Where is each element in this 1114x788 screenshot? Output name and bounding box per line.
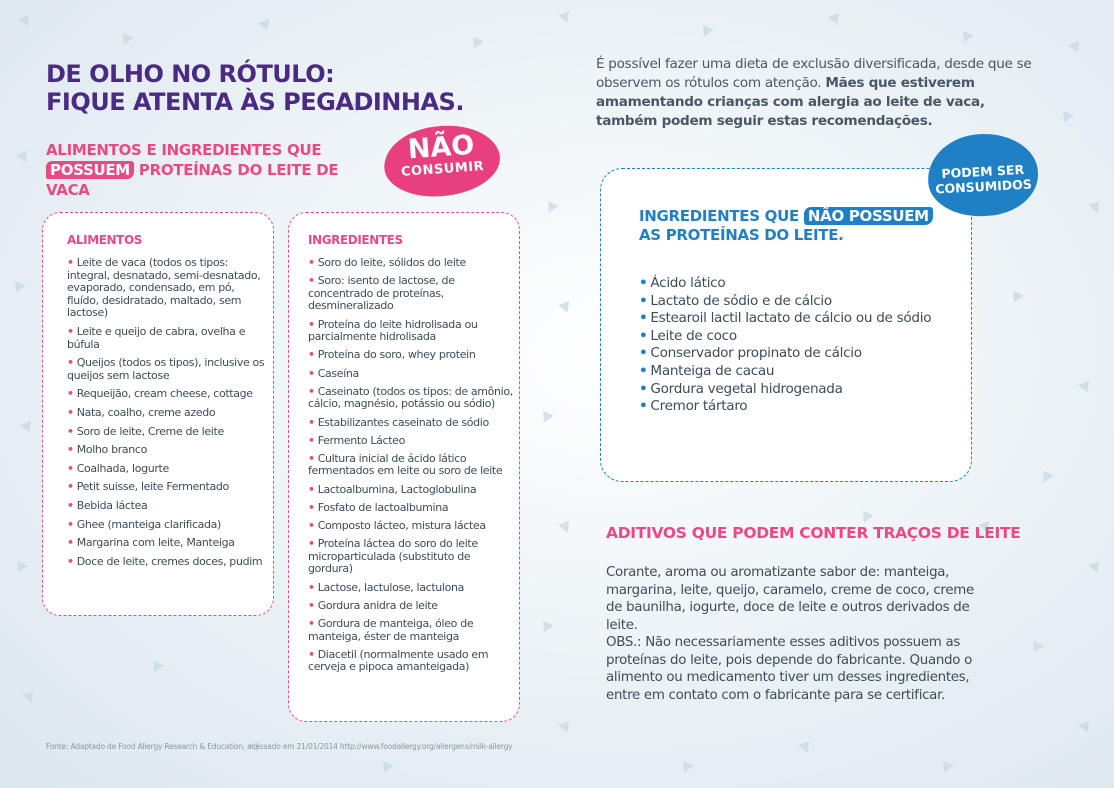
intro-paragraph [596, 55, 1036, 131]
aditivos-title: ADITIVOS QUE PODEM CONTER TRAÇOS DE LEITE [606, 524, 1021, 542]
list-item [308, 368, 514, 381]
list-item [308, 257, 514, 270]
list-item-text: Gordura vegetal hidrogenada [650, 380, 843, 397]
list-item [308, 649, 514, 674]
ingredientes-heading: INGREDIENTES [308, 233, 403, 247]
badge-consumir-text: CONSUMIR [400, 159, 485, 180]
bullet-icon: • [639, 292, 648, 309]
list-item [639, 345, 939, 363]
list-item [308, 484, 514, 497]
badge-pode-line-1: PODEM SER [941, 161, 1025, 182]
list-item [308, 520, 514, 533]
list-item-text: Queijos (todos os tipos), inclusive os queijos sem lactose [67, 356, 265, 382]
aditivos-paragraph: Corante, aroma ou aromatizante sabor de: manteiga, margarina, leite, queijo, caramelo, creme de coco, creme de baunilha, iogurte, doce de leite e outros derivados de leite. [606, 565, 974, 634]
bullet-icon: • [67, 424, 74, 438]
list-item-text: Cultura inicial de ácido lático fermentados em leite ou soro de leite [308, 451, 503, 478]
list-item [639, 381, 939, 399]
list-item-text: Doce de leite, cremes doces, pudim [76, 554, 263, 568]
list-item [67, 481, 267, 494]
list-item [67, 426, 267, 439]
badge-nao-text: NÃO [406, 129, 476, 166]
list-item-text: Caseinato (todos os tipos: de amônio, cálcio, magnésio, potássio ou sódio) [308, 384, 513, 411]
list-item [639, 328, 939, 346]
list-item [308, 319, 514, 344]
list-item-text: Ácido lático [650, 275, 726, 291]
safe-title-highlight: NÃO POSSUEM [804, 207, 933, 225]
list-item-text: Lactato de sódio e de cálcio [650, 292, 832, 309]
bullet-icon: • [308, 348, 315, 362]
bullet-icon: • [308, 317, 315, 331]
bullet-icon: • [67, 536, 74, 550]
bullet-icon: • [639, 398, 648, 415]
list-item-text: Proteína do soro, whey protein [317, 348, 476, 362]
list-item [308, 386, 514, 411]
bullet-icon: • [308, 537, 315, 551]
title-line-1: DE OLHO NO RÓTULO: [46, 60, 335, 88]
nao-consumir-badge [382, 122, 503, 200]
safe-title-part-2: AS PROTEÍNAS DO LEITE. [639, 226, 844, 244]
list-item [67, 444, 267, 457]
list-item-text: Estearoil lactil lactato de cálcio ou de sódio [650, 310, 932, 327]
safe-ingredients-box [600, 168, 972, 482]
alimentos-box [42, 212, 274, 616]
section-subtitle [46, 140, 386, 200]
list-item-text: Proteína láctea do soro do leite microparticulada (substituto de gordura) [308, 537, 478, 576]
list-item-text: Estabilizantes caseinato de sódio [317, 415, 489, 429]
subtitle-part-2: PROTEÍNAS DO LEITE DE VACA [46, 161, 339, 199]
bullet-icon: • [67, 405, 74, 419]
list-item [308, 435, 514, 448]
safe-title-part-1: INGREDIENTES QUE [639, 207, 799, 225]
source-footnote: Fonte: Adaptado de Food Allergy Research & Education, acessado em 21/01/2014 http://www.foodallergy.org/allergens/milk-allergy [46, 742, 513, 751]
bullet-icon: • [67, 356, 74, 370]
ingredientes-list [308, 257, 514, 680]
list-item [308, 538, 514, 576]
page-title [46, 60, 464, 116]
subtitle-part-1: ALIMENTOS E INGREDIENTES QUE [46, 141, 322, 159]
bullet-icon: • [308, 451, 315, 465]
list-item [67, 257, 267, 320]
obs-paragraph: OBS.: Não necessariamente esses aditivos possuem as proteínas do leite, pois depende do fabricante. Quando o alimento ou medicamento tiver um desses ingredientes, entre em contato com o fabricante para se certificar. [606, 635, 972, 704]
list-item [67, 326, 267, 351]
bullet-icon: • [639, 345, 648, 362]
list-item-text: Gordura anidra de leite [317, 598, 438, 612]
list-item-text: Molho branco [76, 443, 147, 457]
list-item-text: Cremor tártaro [650, 398, 748, 415]
list-item-text: Margarina com leite, Manteiga [76, 536, 235, 550]
bullet-icon: • [308, 598, 315, 612]
bullet-icon: • [67, 461, 74, 475]
list-item-text: Fermento Lácteo [317, 433, 405, 447]
subtitle-highlight: POSSUEM [46, 161, 134, 179]
list-item [308, 502, 514, 515]
bullet-icon: • [67, 387, 74, 401]
list-item-text: Leite de coco [650, 327, 737, 344]
bullet-icon: • [639, 275, 648, 291]
list-item-text: Coalhada, Iogurte [76, 461, 169, 475]
bullet-icon: • [308, 384, 315, 398]
bullet-icon: • [67, 443, 74, 457]
list-item [67, 357, 267, 382]
bullet-icon: • [67, 554, 74, 568]
list-item-text: Composto lácteo, mistura láctea [317, 519, 486, 533]
bullet-icon: • [308, 519, 315, 533]
list-item-text: Requeijão, cream cheese, cottage [76, 387, 253, 401]
list-item-text: Soro: isento de lactose, de concentrado de proteínas, desmineralizado [308, 274, 455, 313]
alimentos-list [67, 257, 267, 574]
list-item [67, 463, 267, 476]
list-item-text: Caseína [317, 366, 359, 380]
list-item-text: Petit suisse, leite Fermentado [76, 480, 229, 494]
list-item-text: Gordura de manteiga, óleo de manteiga, éster de manteiga [308, 616, 474, 643]
list-item-text: Bebida láctea [76, 498, 148, 512]
list-item [308, 600, 514, 613]
list-item-text: Leite e queijo de cabra, ovelha e búfula [67, 324, 246, 351]
intro-bold-text: Mães que estiverem amamentando crianças com alergia ao leite de vaca, também podem seguir estas recomendações. [596, 75, 985, 129]
list-item [308, 582, 514, 595]
list-item-text: Diacetil (normalmente usado em cerveja e pipoca amanteigada) [308, 647, 489, 674]
bullet-icon: • [639, 362, 648, 379]
list-item-text: Fosfato de lactoalbumina [317, 500, 449, 514]
list-item [67, 388, 267, 401]
list-item-text: Nata, coalho, creme azedo [76, 405, 216, 419]
list-item [67, 407, 267, 420]
list-item-text: Manteiga de cacau [650, 362, 775, 379]
list-item-text: Ghee (manteiga clarificada) [76, 517, 221, 531]
intro-normal-text: É possível fazer uma dieta de exclusão diversificada, desde que se observem os rótulos com atenção. [596, 56, 1032, 91]
list-item-text: Proteína do leite hidrolisada ou parcialmente hidrolisada [308, 317, 478, 344]
list-item [67, 556, 267, 569]
ingredientes-box [288, 212, 520, 722]
list-item [67, 537, 267, 550]
bullet-icon: • [67, 480, 74, 494]
list-item [308, 275, 514, 313]
list-item [639, 293, 939, 311]
alimentos-heading: ALIMENTOS [67, 233, 143, 247]
bullet-icon: • [308, 256, 315, 269]
list-item-text: Soro do leite, sólidos do leite [317, 256, 466, 269]
list-item [639, 275, 939, 293]
safe-ingredients-title [639, 207, 939, 245]
bullet-icon: • [308, 580, 315, 594]
bullet-icon: • [308, 366, 315, 380]
bullet-icon: • [308, 274, 315, 288]
list-item [308, 618, 514, 643]
bullet-icon: • [67, 498, 74, 512]
title-line-2: FIQUE ATENTA ÀS PEGADINHAS. [46, 88, 464, 116]
list-item-text: Leite de vaca (todos os tipos: integral, desnatado, semi-desnatado, evaporado, condensado, em pó, fluído, desidratado, maltado, sem lactose) [67, 256, 261, 320]
bullet-icon: • [67, 517, 74, 531]
list-item-text: Lactoalbumina, Lactoglobulina [317, 482, 477, 496]
bullet-icon: • [639, 327, 648, 344]
list-item-text: Conservador propinato de cálcio [650, 345, 862, 362]
podem-ser-consumidos-badge [926, 131, 1040, 219]
bullet-icon: • [308, 500, 315, 514]
bullet-icon: • [639, 380, 648, 397]
list-item [67, 519, 267, 532]
bullet-icon: • [308, 482, 315, 496]
list-item [639, 363, 939, 381]
list-item [308, 417, 514, 430]
bullet-icon: • [67, 256, 74, 269]
list-item [639, 398, 939, 416]
list-item [308, 453, 514, 478]
list-item [639, 310, 939, 328]
bullet-icon: • [639, 310, 648, 327]
list-item [308, 349, 514, 362]
list-item-text: Soro de leite, Creme de leite [76, 424, 224, 438]
bullet-icon: • [308, 616, 315, 630]
bullet-icon: • [308, 415, 315, 429]
badge-pode-line-2: CONSUMIDOS [935, 176, 1033, 197]
bullet-icon: • [308, 647, 315, 661]
safe-ingredients-list [639, 275, 939, 416]
list-item-text: Lactose, lactulose, lactulona [317, 580, 465, 594]
list-item [67, 500, 267, 513]
bullet-icon: • [67, 324, 74, 338]
bullet-icon: • [308, 433, 315, 447]
